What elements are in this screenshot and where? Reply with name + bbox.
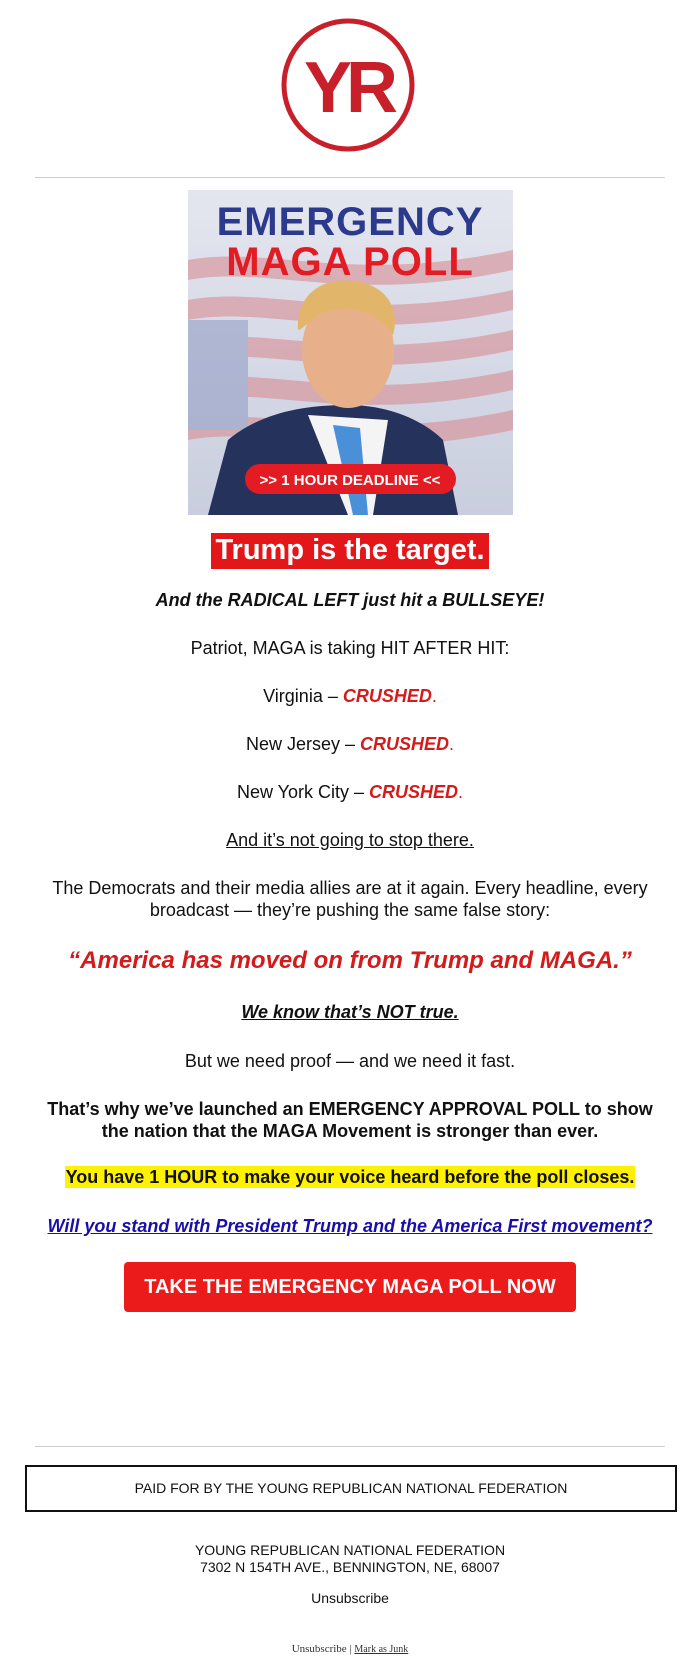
launch-line2: the nation that the MAGA Movement is stronger than ever. <box>101 1121 599 1141</box>
launch-line1: That’s why we’ve launched an EMERGENCY APPROVAL POLL to show <box>47 1099 653 1119</box>
loss-end: . <box>431 686 437 706</box>
org-name: YOUNG REPUBLICAN NATIONAL FEDERATION <box>194 1542 506 1558</box>
loss-end: . <box>458 782 464 802</box>
stand-link-row <box>0 1216 700 1237</box>
not-true-text: We know that’s NOT true. <box>241 1002 459 1022</box>
intro-text: Patriot, MAGA is taking HIT AFTER HIT: <box>190 638 510 658</box>
org-address-block <box>0 1542 700 1576</box>
client-footer <box>0 1643 700 1655</box>
mark-as-junk-link[interactable]: Mark as Junk <box>354 1644 409 1655</box>
loss-result: CRUSHED <box>360 734 450 754</box>
democrats-para-line2: broadcast — they’re pushing the same false story: <box>149 900 551 920</box>
headline-text: Trump is the target. <box>211 533 488 569</box>
loss-place: New Jersey – <box>245 734 360 754</box>
headline <box>0 534 700 567</box>
loss-result: CRUSHED <box>369 782 459 802</box>
unsubscribe-link[interactable]: Unsubscribe <box>311 1590 389 1606</box>
democrats-paragraph <box>0 877 700 921</box>
emergency-poll-banner-image[interactable] <box>188 190 513 515</box>
hour-notice-text: You have 1 HOUR to make your voice heard before the poll closes. <box>65 1167 635 1187</box>
loss-end: . <box>449 734 455 754</box>
yr-logo <box>280 17 416 153</box>
loss-item-virginia <box>0 685 700 707</box>
unsubscribe-row <box>0 1590 700 1607</box>
stand-with-trump-link[interactable]: Will you stand with President Trump and the America First movement? <box>47 1216 653 1236</box>
org-address: 7302 N 154TH AVE., BENNINGTON, NE, 68007 <box>200 1559 500 1575</box>
deadline-badge: >> 1 HOUR DEADLINE << <box>259 472 441 489</box>
not-true-line <box>0 1002 700 1023</box>
paid-for-disclaimer: PAID FOR BY THE YOUNG REPUBLICAN NATIONAL FEDERATION <box>25 1465 677 1512</box>
bottom-divider <box>35 1446 665 1447</box>
subhead: And the RADICAL LEFT just hit a BULLSEYE! <box>155 590 545 610</box>
democrats-para-line1: The Democrats and their media allies are at it again. Every headline, every <box>52 878 648 898</box>
false-story-quote: “America has moved on from Trump and MAGA.” <box>68 947 632 974</box>
top-divider <box>35 177 665 178</box>
launch-paragraph <box>0 1098 700 1142</box>
take-poll-button[interactable]: TAKE THE EMERGENCY MAGA POLL NOW <box>124 1262 576 1312</box>
hour-notice <box>0 1167 700 1188</box>
loss-item-nyc <box>0 781 700 803</box>
not-stop-text: And it’s not going to stop there. <box>226 830 474 850</box>
loss-place: Virginia – <box>263 686 343 706</box>
footer-unsubscribe-link[interactable]: Unsubscribe <box>291 1643 347 1655</box>
banner-title-line1: EMERGENCY <box>216 200 484 244</box>
proof-line: But we need proof — and we need it fast. <box>184 1051 516 1071</box>
loss-place: New York City – <box>236 782 370 802</box>
not-stop-line <box>0 829 700 851</box>
banner-title-line2: MAGA POLL <box>226 240 474 284</box>
footer-separator: | <box>349 1643 352 1655</box>
loss-item-new-jersey <box>0 733 700 755</box>
loss-result: CRUSHED <box>342 686 432 706</box>
logo-text: YR <box>303 48 393 128</box>
